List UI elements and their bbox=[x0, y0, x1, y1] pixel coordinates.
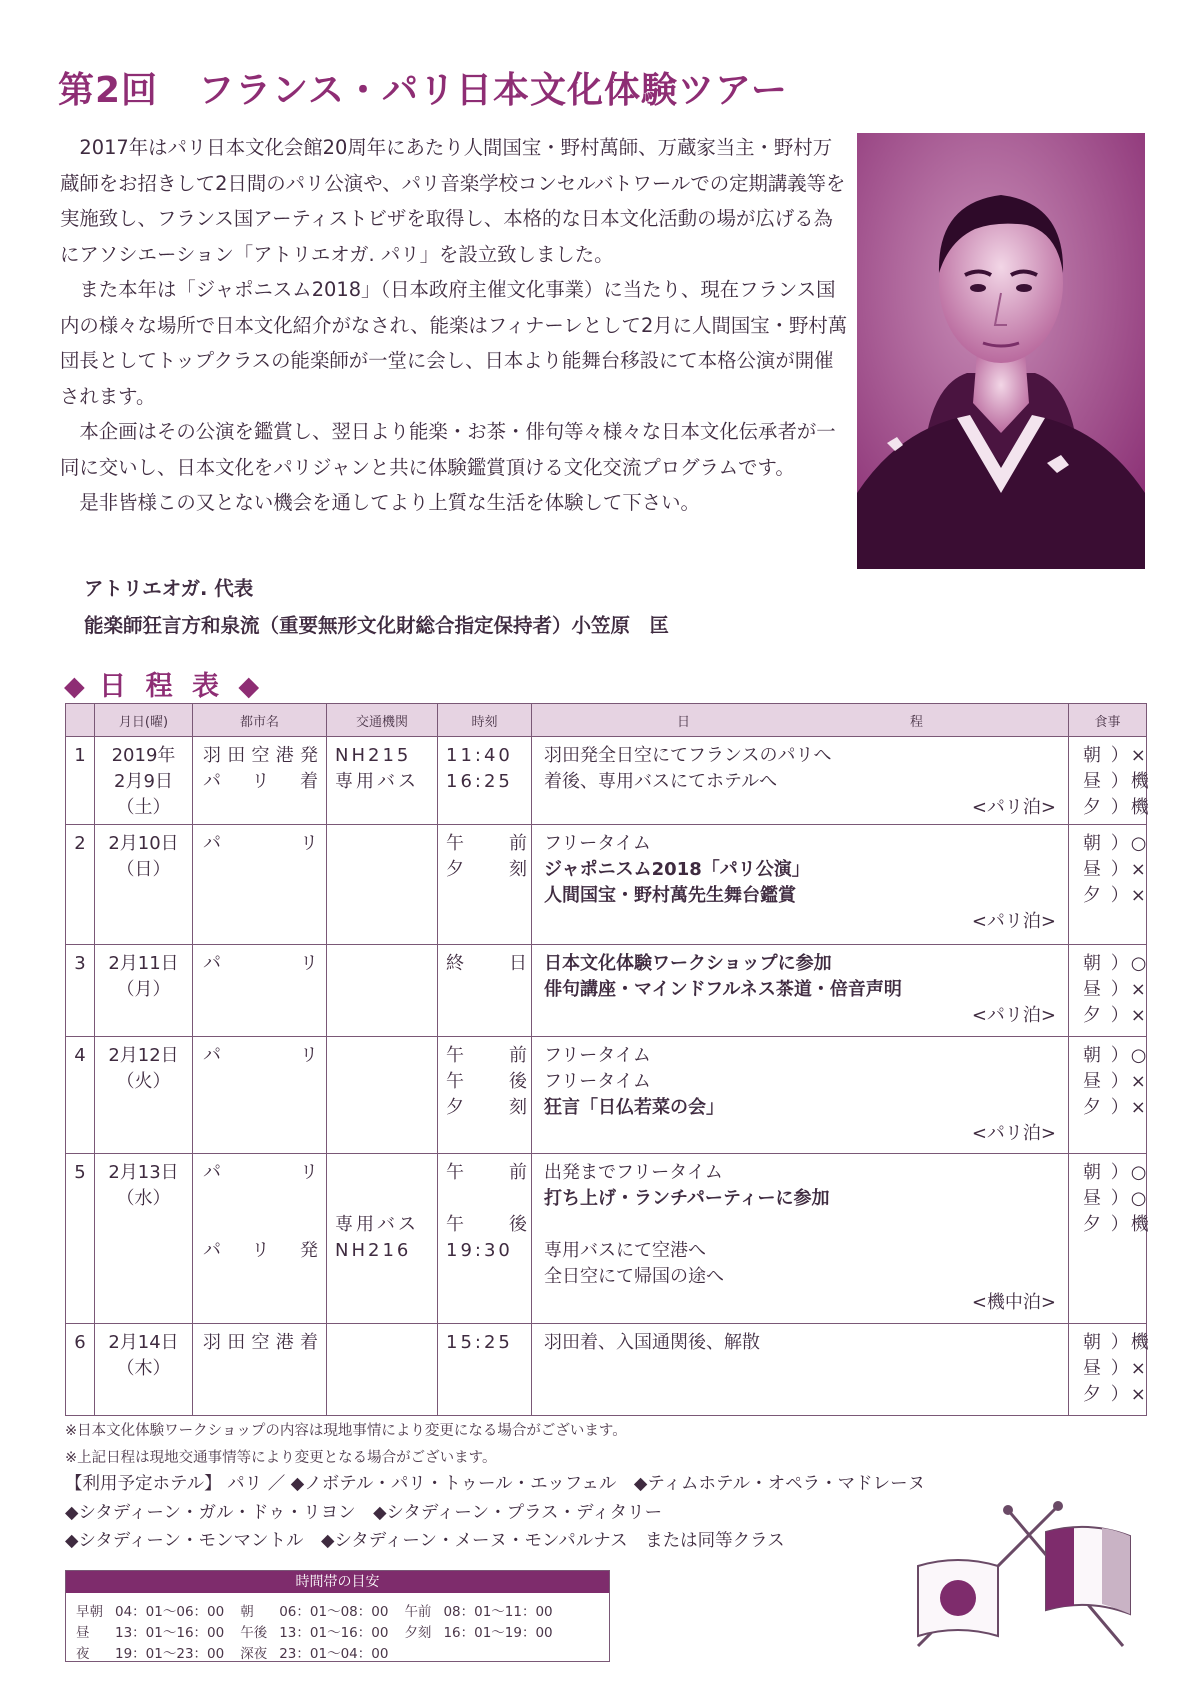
meals-line: 昼 ）× bbox=[1083, 859, 1148, 880]
meals-line: 昼 ）× bbox=[1083, 1071, 1148, 1092]
transport-line bbox=[335, 1160, 431, 1186]
schedule-item: 専用バスにて空港へ bbox=[544, 1240, 706, 1261]
schedule-item: 俳句講座・マインドフルネス茶道・倍音声明 bbox=[544, 979, 902, 1000]
header-schedule-right: 程 bbox=[910, 714, 924, 730]
city-line: 羽田空港発 bbox=[203, 745, 320, 766]
city-cell bbox=[193, 737, 327, 825]
date-cell bbox=[95, 1037, 193, 1154]
city-line: パ リ bbox=[203, 1162, 320, 1183]
time-cell bbox=[438, 825, 532, 945]
signature-line-name: 能楽師狂言方和泉流（重要無形文化財総合指定保持者）小笠原 匡 bbox=[84, 614, 670, 637]
time-guide-table bbox=[76, 1599, 569, 1662]
schedule-cell bbox=[532, 1324, 1069, 1416]
meals-line: 夕 ）機 bbox=[1083, 1214, 1151, 1235]
intro-text bbox=[60, 130, 850, 521]
time-label: 夕刻 bbox=[404, 1624, 432, 1641]
meals-line: 夕 ）機 bbox=[1083, 797, 1151, 818]
tour-title: フランス・パリ日本文化体験ツアー bbox=[198, 70, 788, 111]
city-cell bbox=[193, 1154, 327, 1324]
time-label: 夜 bbox=[76, 1645, 90, 1662]
diamond-icon: ◆ bbox=[64, 671, 85, 702]
time-line: 19:30 bbox=[446, 1240, 513, 1261]
schedule-cell bbox=[532, 737, 1069, 825]
time-label: 昼 bbox=[76, 1624, 90, 1641]
header-meals: 食事 bbox=[1069, 704, 1147, 737]
transport-cell bbox=[327, 825, 438, 945]
meals-line: 昼 ）× bbox=[1083, 979, 1148, 1000]
intro-paragraph: 2017年はパリ日本文化会館20周年にあたり人間国宝・野村萬師、万蔵家当主・野村万蔵師をお招きして2日間のパリ公演や、パリ音楽学校コンセルバトワールでの定期講義等を実施致し、フランス国アーティストビザを取得し、本格的な日本文化活動の場が広げる為にアソシエーション「アトリエオガ. パリ」を設立致しました。 bbox=[60, 136, 846, 266]
portrait-photo bbox=[857, 133, 1145, 569]
time-range: 16：01～19：00 bbox=[443, 1624, 553, 1641]
time-guide-row bbox=[76, 1641, 569, 1662]
meals-line: 夕 ）× bbox=[1083, 885, 1148, 906]
day-number: 6 bbox=[74, 1332, 86, 1353]
time-label: 早朝 bbox=[76, 1603, 103, 1620]
tour-number: 第2回 bbox=[58, 70, 159, 111]
city-cell bbox=[193, 1324, 327, 1416]
date-line: 2月9日 bbox=[114, 771, 173, 792]
time-cell bbox=[438, 1154, 532, 1324]
meals-cell bbox=[1069, 1324, 1151, 1416]
schedule-item: フリータイム bbox=[544, 1071, 651, 1092]
date-line: （木） bbox=[116, 1358, 171, 1379]
note-line: ※上記日程は現地交通事情等により変更となる場合がございます。 bbox=[65, 1450, 497, 1466]
time-line: 午 後 bbox=[446, 1071, 530, 1092]
city-line: パ リ bbox=[203, 953, 320, 974]
portrait-illustration bbox=[857, 133, 1145, 569]
time-label: 午後 bbox=[240, 1624, 268, 1641]
transport-line: 専用バス bbox=[335, 771, 419, 792]
meals-line: 朝 ）○ bbox=[1083, 1045, 1149, 1066]
row-number bbox=[66, 737, 95, 825]
time-line: 午 前 bbox=[446, 1045, 530, 1066]
hotel-list bbox=[65, 1470, 925, 1556]
intro-paragraph: 是非皆様この又とない機会を通してより上質な生活を体験して下さい。 bbox=[79, 491, 700, 514]
time-line: 11:40 bbox=[446, 745, 513, 766]
hotel-line: 【利用予定ホテル】 パリ ／ ◆ノボテル・パリ・トゥール・エッフェル ◆ティムホテル・オペラ・マドレーヌ bbox=[65, 1474, 926, 1494]
table-row bbox=[66, 1037, 1147, 1154]
overnight-label: <パリ泊> bbox=[971, 911, 1056, 932]
city-line bbox=[203, 1212, 320, 1238]
row-number bbox=[66, 825, 95, 945]
table-header-row bbox=[66, 704, 1147, 737]
date-cell bbox=[95, 1324, 193, 1416]
city-line: パ リ 着 bbox=[203, 771, 320, 792]
schedule-item: ジャポニスム2018「パリ公演」 bbox=[544, 859, 810, 880]
city-line: 羽田空港着 bbox=[203, 1332, 320, 1353]
schedule-title bbox=[64, 664, 259, 703]
date-line: 2月11日 bbox=[108, 953, 179, 974]
date-line: 2月12日 bbox=[108, 1045, 179, 1066]
time-range bbox=[443, 1641, 568, 1662]
time-label bbox=[404, 1641, 443, 1662]
schedule-item: 羽田発全日空にてフランスのパリへ bbox=[544, 745, 832, 766]
schedule-title-text: 日 程 表 bbox=[99, 671, 224, 702]
schedule-item: 羽田着、入国通関後、解散 bbox=[544, 1332, 760, 1353]
overnight-label: <機中泊> bbox=[971, 1292, 1056, 1313]
date-line: 2月13日 bbox=[108, 1162, 179, 1183]
date-line: 2019年 bbox=[111, 745, 176, 766]
time-cell bbox=[438, 737, 532, 825]
time-line: 16:25 bbox=[446, 771, 513, 792]
date-cell bbox=[95, 737, 193, 825]
time-line bbox=[446, 1186, 523, 1212]
schedule-cell bbox=[532, 1037, 1069, 1154]
time-line: 15:25 bbox=[446, 1332, 513, 1353]
schedule-item: 打ち上げ・ランチパーティーに参加 bbox=[544, 1188, 830, 1209]
time-range: 04：01～06：00 bbox=[115, 1603, 225, 1620]
meals-line: 昼 ）機 bbox=[1083, 771, 1151, 792]
intro-paragraph: また本年は「ジャポニスム2018」（日本政府主催文化事業）に当たり、現在フランス国内の様々な場所で日本文化紹介がなされ、能楽はフィナーレとして2月に人間国宝・野村萬団長としてトップクラスの能楽師が一堂に会し、日本より能舞台移設にて本格公演が開催されます。 bbox=[60, 278, 848, 408]
city-cell bbox=[193, 825, 327, 945]
schedule-item: 全日空にて帰国の途へ bbox=[544, 1266, 724, 1287]
city-cell bbox=[193, 945, 327, 1037]
meals-cell bbox=[1069, 1154, 1151, 1324]
table-row bbox=[66, 825, 1147, 945]
schedule-cell bbox=[532, 1154, 1069, 1324]
time-guide-row bbox=[76, 1599, 569, 1620]
schedule-item: フリータイム bbox=[544, 1045, 651, 1066]
date-line: （土） bbox=[116, 797, 171, 818]
date-line: （火） bbox=[116, 1071, 171, 1092]
header-schedule bbox=[532, 704, 1069, 737]
meals-line: 夕 ）× bbox=[1083, 1384, 1148, 1405]
time-label: 午前 bbox=[404, 1603, 432, 1620]
meals-cell bbox=[1069, 945, 1147, 1037]
transport-cell bbox=[327, 945, 438, 1037]
meals-line: 朝 ）○ bbox=[1083, 1162, 1149, 1183]
time-cell bbox=[438, 945, 532, 1037]
schedule-item: 日本文化体験ワークショップに参加 bbox=[544, 953, 832, 974]
time-line: 午 前 bbox=[446, 833, 530, 854]
row-number bbox=[66, 1037, 95, 1154]
transport-line: NH215 bbox=[335, 745, 412, 766]
meals-line: 朝 ）○ bbox=[1083, 833, 1149, 854]
city-line: パ リ 発 bbox=[203, 1240, 320, 1261]
meals-line: 朝 ）× bbox=[1083, 745, 1148, 766]
date-line: （日） bbox=[116, 859, 171, 880]
date-cell bbox=[95, 945, 193, 1037]
time-cell bbox=[438, 1324, 532, 1416]
transport-cell bbox=[327, 1037, 438, 1154]
table-row bbox=[66, 1154, 1147, 1324]
row-number bbox=[66, 1154, 95, 1324]
schedule-item: 着後、専用バスにてホテルへ bbox=[544, 771, 778, 792]
meals-cell bbox=[1069, 737, 1151, 825]
schedule-cell bbox=[532, 825, 1069, 945]
signature-line-org: アトリエオガ. 代表 bbox=[84, 577, 254, 600]
transport-cell bbox=[327, 1154, 438, 1324]
schedule-cell bbox=[532, 945, 1069, 1037]
time-label: 深夜 bbox=[240, 1645, 268, 1662]
header-number bbox=[66, 704, 95, 737]
time-line: 午 後 bbox=[446, 1214, 530, 1235]
overnight-label: <パリ泊> bbox=[971, 1005, 1056, 1026]
schedule-table bbox=[65, 703, 1151, 1416]
meals-line: 朝 ）○ bbox=[1083, 953, 1149, 974]
date-line: 2月14日 bbox=[108, 1332, 179, 1353]
schedule-item: 人間国宝・野村萬先生舞台鑑賞 bbox=[544, 885, 796, 906]
time-cell bbox=[438, 1037, 532, 1154]
header-transport: 交通機関 bbox=[327, 704, 438, 737]
time-range: 19：01～23：00 bbox=[115, 1645, 225, 1662]
overnight-label: <パリ泊> bbox=[971, 797, 1056, 818]
header-time: 時刻 bbox=[438, 704, 532, 737]
time-range: 13：01～16：00 bbox=[115, 1624, 225, 1641]
city-line bbox=[203, 1186, 320, 1212]
time-guide-row bbox=[76, 1620, 569, 1641]
table-row bbox=[66, 737, 1147, 825]
table-row bbox=[66, 945, 1147, 1037]
meals-line: 昼 ）× bbox=[1083, 1358, 1148, 1379]
time-label: 朝 bbox=[240, 1603, 254, 1620]
time-guide bbox=[65, 1570, 610, 1662]
flags-illustration bbox=[898, 1496, 1148, 1666]
header-date: 月日(曜) bbox=[95, 704, 193, 737]
meals-line: 昼 ）○ bbox=[1083, 1188, 1149, 1209]
hotel-line: ◆シタディーン・モンマントル ◆シタディーン・メーヌ・モンパルナス または同等クラス bbox=[65, 1531, 785, 1551]
day-number: 3 bbox=[74, 953, 86, 974]
transport-cell bbox=[327, 1324, 438, 1416]
city-cell bbox=[193, 1037, 327, 1154]
meals-cell bbox=[1069, 825, 1147, 945]
hotel-line: ◆シタディーン・ガル・ドゥ・リヨン ◆シタディーン・プラス・ディタリー bbox=[65, 1502, 663, 1523]
time-line: 終 日 bbox=[446, 953, 530, 974]
transport-line: 専用バス bbox=[335, 1214, 419, 1235]
note-line: ※日本文化体験ワークショップの内容は現地事情により変更になる場合がございます。 bbox=[65, 1423, 627, 1439]
time-line: 夕 刻 bbox=[446, 1097, 530, 1118]
meals-line: 夕 ）× bbox=[1083, 1097, 1148, 1118]
day-number: 2 bbox=[74, 833, 86, 854]
date-line: （水） bbox=[116, 1188, 171, 1209]
day-number: 1 bbox=[74, 745, 86, 766]
meals-line: 朝 ）機 bbox=[1083, 1332, 1151, 1353]
page-title bbox=[58, 62, 788, 113]
date-line: （月） bbox=[116, 979, 171, 1000]
schedule-item: 狂言「日仏若菜の会」 bbox=[544, 1097, 724, 1118]
time-guide-title: 時間帯の目安 bbox=[66, 1571, 609, 1593]
header-schedule-left: 日 bbox=[676, 714, 690, 730]
transport-cell bbox=[327, 737, 438, 825]
notes bbox=[65, 1418, 627, 1472]
date-line: 2月10日 bbox=[108, 833, 179, 854]
time-range: 06：01～08：00 bbox=[279, 1603, 389, 1620]
intro-paragraph: 本企画はその公演を鑑賞し、翌日より能楽・お茶・俳句等々様々な日本文化伝承者が一同に交いし、日本文化をパリジャンと共に体験鑑賞頂ける文化交流プログラムです。 bbox=[60, 420, 836, 479]
time-range: 13：01～16：00 bbox=[279, 1624, 389, 1641]
transport-line bbox=[335, 1186, 431, 1212]
day-number: 4 bbox=[74, 1045, 86, 1066]
signature bbox=[84, 570, 669, 644]
row-number bbox=[66, 1324, 95, 1416]
table-row bbox=[66, 1324, 1147, 1416]
time-range: 08：01～11：00 bbox=[443, 1603, 553, 1620]
date-cell bbox=[95, 1154, 193, 1324]
date-cell bbox=[95, 825, 193, 945]
transport-line: NH216 bbox=[335, 1240, 412, 1261]
schedule-item: 出発までフリータイム bbox=[544, 1162, 723, 1183]
header-city: 都市名 bbox=[193, 704, 327, 737]
city-line: パ リ bbox=[203, 833, 320, 854]
day-number: 5 bbox=[74, 1162, 86, 1183]
diamond-icon: ◆ bbox=[238, 671, 260, 702]
overnight-label: <パリ泊> bbox=[971, 1123, 1056, 1144]
japan-france-flags-icon bbox=[898, 1496, 1148, 1666]
meals-cell bbox=[1069, 1037, 1147, 1154]
time-line: 夕 刻 bbox=[446, 859, 530, 880]
row-number bbox=[66, 945, 95, 1037]
meals-line: 夕 ）× bbox=[1083, 1005, 1148, 1026]
city-line: パ リ bbox=[203, 1045, 320, 1066]
time-line: 午 前 bbox=[446, 1162, 530, 1183]
schedule-item: フリータイム bbox=[544, 833, 651, 854]
time-range: 23：01～04：00 bbox=[279, 1645, 389, 1662]
